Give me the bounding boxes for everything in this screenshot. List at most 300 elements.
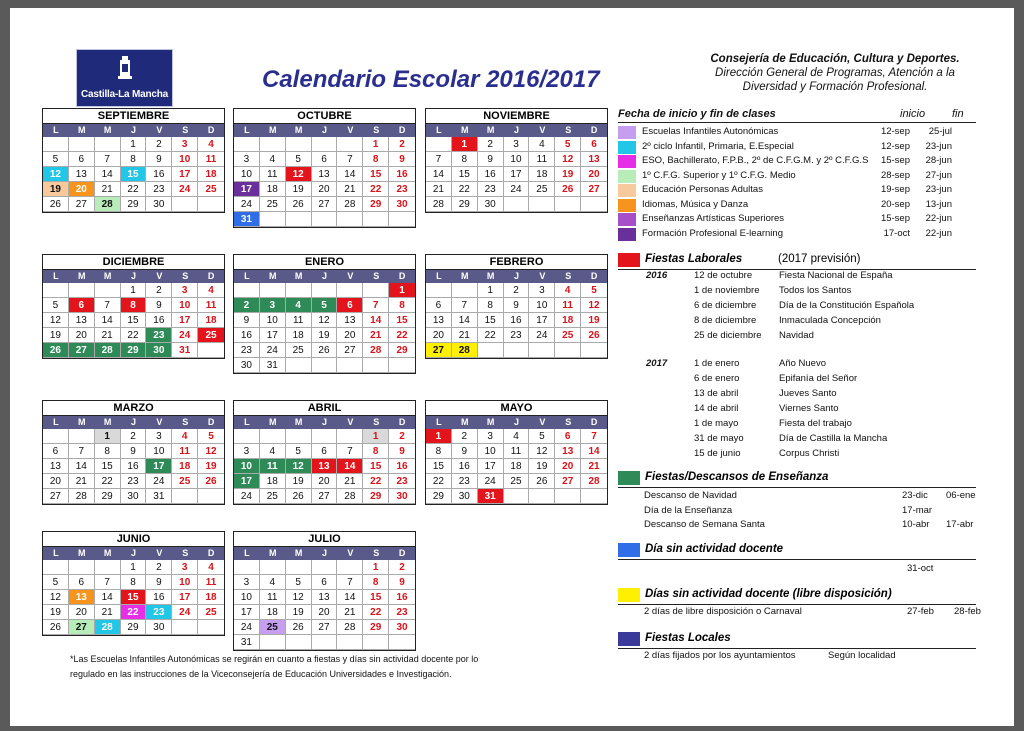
year-2016-label: 2016 [646, 270, 668, 281]
holiday-name: Viernes Santo [779, 403, 839, 414]
day-grid [43, 283, 224, 358]
day-cell: 21 [69, 474, 95, 489]
day-cell: 25 [198, 328, 224, 343]
day-cell: 26 [198, 474, 224, 489]
day-cell: 18 [260, 474, 286, 489]
weekday-label: V [156, 548, 163, 558]
empty-cell [260, 283, 286, 298]
day-cell: 4 [198, 560, 224, 575]
class-color-swatch [618, 228, 636, 241]
labor-holidays-section [618, 252, 976, 270]
empty-cell [286, 635, 312, 650]
class-color-swatch [618, 141, 636, 154]
day-cell: 26 [43, 343, 69, 358]
day-cell: 10 [504, 152, 530, 167]
empty-cell [286, 358, 312, 373]
weekday-header [234, 124, 415, 137]
class-color-swatch [618, 184, 636, 197]
day-cell: 3 [172, 137, 198, 152]
month-febrero [425, 254, 608, 359]
class-label: Educación Personas Adultas [642, 184, 763, 195]
day-cell: 18 [260, 605, 286, 620]
dept-line-3: Diversidad y Formación Profesional. [742, 81, 928, 93]
day-cell: 20 [43, 474, 69, 489]
break-label: Día de la Enseñanza [644, 504, 733, 516]
day-cell: 30 [389, 620, 415, 635]
month-name: DICIEMBRE [43, 255, 224, 270]
day-cell: 30 [146, 197, 172, 212]
day-cell: 31 [234, 212, 260, 227]
weekday-label: V [347, 417, 354, 427]
day-cell: 22 [121, 182, 147, 197]
day-cell: 8 [426, 444, 452, 459]
day-cell: 3 [529, 283, 555, 298]
day-cell: 23 [478, 182, 504, 197]
day-cell: 15 [121, 590, 147, 605]
day-cell: 26 [286, 620, 312, 635]
day-cell: 25 [172, 474, 198, 489]
day-cell: 1 [478, 283, 504, 298]
day-cell: 3 [504, 137, 530, 152]
day-cell: 6 [312, 575, 338, 590]
day-cell: 19 [286, 474, 312, 489]
day-cell: 18 [286, 328, 312, 343]
day-cell: 16 [452, 459, 478, 474]
weekday-label: V [347, 125, 354, 135]
day-cell: 16 [121, 459, 147, 474]
day-cell: 29 [389, 343, 415, 358]
day-cell: 22 [121, 605, 147, 620]
day-cell: 24 [234, 197, 260, 212]
empty-cell [529, 343, 555, 358]
day-cell: 13 [312, 167, 338, 182]
day-cell: 23 [504, 328, 530, 343]
day-grid [426, 429, 607, 504]
local-holidays-heading: Fiestas Locales [645, 632, 731, 644]
weekday-label: S [182, 417, 189, 427]
weekday-label: V [347, 548, 354, 558]
month-diciembre [42, 254, 225, 359]
day-cell: 7 [95, 152, 121, 167]
day-cell: 29 [363, 620, 389, 635]
weekday-label: S [182, 548, 189, 558]
empty-cell [286, 212, 312, 227]
day-cell: 23 [146, 605, 172, 620]
day-cell: 24 [260, 343, 286, 358]
day-cell: 5 [286, 575, 312, 590]
day-cell: 15 [363, 459, 389, 474]
weekday-label: M [78, 417, 86, 427]
day-cell: 2 [234, 298, 260, 313]
day-cell: 30 [389, 489, 415, 504]
day-cell: 28 [95, 343, 121, 358]
day-cell: 6 [312, 444, 338, 459]
day-cell: 26 [312, 343, 338, 358]
local-holidays-section [618, 631, 976, 649]
local-holidays-value: Según localidad [828, 650, 896, 661]
class-label: 1º C.F.G. Superior y 1º C.F.G. Medio [642, 169, 796, 181]
day-cell: 23 [389, 605, 415, 620]
day-cell: 4 [504, 429, 530, 444]
weekday-label: J [513, 417, 519, 427]
day-cell: 29 [426, 489, 452, 504]
day-cell: 5 [286, 444, 312, 459]
day-cell: 27 [426, 343, 452, 358]
day-cell: 11 [529, 152, 555, 167]
day-cell: 22 [363, 605, 389, 620]
month-name: OCTUBRE [234, 109, 415, 124]
day-cell: 13 [312, 459, 338, 474]
day-cell: 5 [43, 298, 69, 313]
class-start: 12-sep [880, 126, 910, 137]
empty-cell [389, 212, 415, 227]
day-cell: 17 [478, 459, 504, 474]
day-cell: 27 [69, 343, 95, 358]
day-cell: 26 [286, 489, 312, 504]
day-cell: 5 [312, 298, 338, 313]
day-cell: 28 [337, 197, 363, 212]
day-cell: 28 [426, 197, 452, 212]
month-name: FEBRERO [426, 255, 607, 270]
department-block [700, 52, 970, 94]
weekday-label: L [53, 125, 59, 135]
class-end: 25-jul [928, 126, 952, 137]
day-cell: 23 [389, 182, 415, 197]
empty-cell [260, 137, 286, 152]
weekday-label: M [294, 125, 303, 135]
day-cell: 19 [43, 605, 69, 620]
footnote-line-1: *Las Escuelas Infantiles Autonómicas se regirán en cuanto a fiestas y días sin actividad docente por lo [70, 654, 479, 664]
holiday-name: Año Nuevo [779, 358, 827, 369]
weekday-label: D [398, 271, 406, 281]
month-junio [42, 531, 225, 636]
weekday-label: D [207, 271, 215, 281]
weekday-header [43, 270, 224, 283]
day-cell: 24 [172, 605, 198, 620]
day-cell: 21 [452, 328, 478, 343]
day-cell: 4 [172, 429, 198, 444]
day-cell: 22 [95, 474, 121, 489]
day-cell: 2 [146, 283, 172, 298]
month-julio [233, 531, 416, 651]
day-cell: 16 [146, 313, 172, 328]
day-cell: 12 [43, 167, 69, 182]
free-disposal-swatch [618, 588, 640, 602]
day-cell: 26 [529, 474, 555, 489]
day-cell: 20 [69, 182, 95, 197]
day-cell: 27 [69, 620, 95, 635]
day-cell: 16 [504, 313, 530, 328]
day-cell: 13 [581, 152, 607, 167]
day-grid [426, 137, 607, 212]
day-cell: 7 [337, 152, 363, 167]
day-cell: 11 [198, 152, 224, 167]
weekday-label: M [486, 271, 495, 281]
weekday-label: J [130, 548, 136, 558]
day-cell: 5 [555, 137, 581, 152]
empty-cell [312, 283, 338, 298]
empty-cell [478, 343, 504, 358]
weekday-label: D [398, 548, 406, 558]
holiday-date: 13 de abril [694, 388, 739, 399]
day-cell: 9 [146, 575, 172, 590]
day-cell: 9 [452, 444, 478, 459]
weekday-label: M [78, 271, 86, 281]
weekday-header [234, 416, 415, 429]
day-cell: 20 [312, 182, 338, 197]
day-cell: 17 [234, 182, 260, 197]
class-label: Enseñanzas Artísticas Superiores [642, 213, 785, 224]
day-cell: 2 [146, 560, 172, 575]
day-cell: 21 [337, 182, 363, 197]
class-label: 2º ciclo Infantil, Primaria, E.Especial [642, 140, 794, 152]
day-cell: 16 [389, 459, 415, 474]
day-cell: 31 [478, 489, 504, 504]
weekday-label: M [269, 125, 277, 135]
weekday-label: J [130, 417, 136, 427]
day-cell: 20 [312, 474, 338, 489]
empty-cell [504, 489, 530, 504]
day-cell: 22 [389, 328, 415, 343]
day-cell: 20 [337, 328, 363, 343]
weekday-label: J [513, 271, 519, 281]
empty-cell [337, 283, 363, 298]
day-cell: 17 [234, 474, 260, 489]
day-cell: 16 [146, 590, 172, 605]
logo-text: Castilla-La Mancha [81, 89, 168, 100]
day-cell: 21 [95, 605, 121, 620]
day-cell: 3 [146, 429, 172, 444]
weekday-label: V [539, 271, 546, 281]
empty-cell [504, 197, 530, 212]
day-cell: 4 [260, 444, 286, 459]
day-cell: 8 [363, 152, 389, 167]
dept-line-1: Consejería de Educación, Cultura y Deportes. [710, 53, 960, 65]
day-cell: 6 [43, 444, 69, 459]
class-end: 22-jun [925, 213, 952, 224]
holiday-name: Navidad [779, 330, 814, 341]
day-cell: 27 [312, 489, 338, 504]
class-end: 13-jun [925, 198, 952, 210]
day-cell: 12 [555, 152, 581, 167]
day-cell: 19 [43, 182, 69, 197]
day-cell: 18 [504, 459, 530, 474]
day-cell: 9 [389, 152, 415, 167]
weekday-label: S [182, 125, 189, 135]
empty-cell [286, 283, 312, 298]
day-cell: 31 [146, 489, 172, 504]
local-holidays-swatch [618, 632, 640, 646]
empty-cell [452, 283, 478, 298]
empty-cell [555, 197, 581, 212]
day-cell: 10 [172, 152, 198, 167]
day-cell: 28 [452, 343, 478, 358]
day-cell: 6 [426, 298, 452, 313]
empty-cell [198, 343, 224, 358]
holiday-name: Inmaculada Concepción [779, 315, 881, 326]
day-cell: 30 [452, 489, 478, 504]
day-cell: 8 [389, 298, 415, 313]
day-cell: 27 [312, 620, 338, 635]
day-cell: 7 [69, 444, 95, 459]
weekday-label: L [436, 271, 442, 281]
holiday-date: 6 de enero [694, 373, 740, 384]
day-cell: 8 [95, 444, 121, 459]
footnote [70, 652, 500, 682]
weekday-header [43, 124, 224, 137]
day-cell: 13 [43, 459, 69, 474]
class-schedule-row [618, 227, 952, 241]
day-cell: 3 [234, 575, 260, 590]
day-cell: 15 [121, 313, 147, 328]
empty-cell [172, 620, 198, 635]
day-cell: 30 [389, 197, 415, 212]
day-cell: 14 [426, 167, 452, 182]
weekday-label: S [373, 125, 380, 135]
break-start: 23-dic [902, 490, 928, 501]
weekday-label: D [207, 548, 215, 558]
day-cell: 18 [260, 182, 286, 197]
weekday-label: L [244, 548, 250, 558]
empty-cell [234, 137, 260, 152]
empty-cell [286, 429, 312, 444]
day-cell: 16 [146, 167, 172, 182]
weekday-label: M [103, 417, 112, 427]
day-cell: 6 [581, 137, 607, 152]
weekday-header [43, 416, 224, 429]
day-cell: 21 [581, 459, 607, 474]
empty-cell [581, 489, 607, 504]
class-schedule-row [618, 183, 952, 197]
empty-cell [69, 560, 95, 575]
free-disposal-start: 27-feb [907, 606, 934, 617]
empty-cell [363, 635, 389, 650]
day-cell: 30 [121, 489, 147, 504]
day-cell: 29 [363, 489, 389, 504]
day-cell: 17 [172, 167, 198, 182]
day-cell: 14 [581, 444, 607, 459]
holiday-date: 12 de octubre [694, 270, 753, 281]
month-marzo [42, 400, 225, 505]
day-cell: 5 [286, 152, 312, 167]
day-cell: 5 [43, 152, 69, 167]
day-cell: 12 [312, 313, 338, 328]
empty-cell [286, 560, 312, 575]
class-end: 27-jun [925, 169, 952, 181]
day-cell: 16 [234, 328, 260, 343]
empty-cell [95, 560, 121, 575]
empty-cell [198, 620, 224, 635]
weekday-label: J [321, 417, 327, 427]
day-cell: 1 [452, 137, 478, 152]
day-cell: 31 [260, 358, 286, 373]
empty-cell [337, 635, 363, 650]
day-grid [43, 429, 224, 504]
day-cell: 9 [389, 575, 415, 590]
day-cell: 28 [69, 489, 95, 504]
day-cell: 14 [337, 167, 363, 182]
empty-cell [69, 283, 95, 298]
weekday-header [234, 270, 415, 283]
day-cell: 9 [389, 444, 415, 459]
holiday-name: Jueves Santo [779, 388, 837, 399]
empty-cell [43, 429, 69, 444]
weekday-label: L [244, 125, 250, 135]
weekday-label: S [565, 271, 572, 281]
day-cell: 9 [234, 313, 260, 328]
weekday-label: M [294, 417, 303, 427]
class-start: 12-sep [880, 140, 910, 152]
weekday-label: D [590, 271, 598, 281]
day-cell: 31 [234, 635, 260, 650]
day-cell: 27 [312, 197, 338, 212]
day-cell: 14 [452, 313, 478, 328]
day-cell: 19 [43, 328, 69, 343]
day-cell: 15 [363, 167, 389, 182]
weekday-label: M [486, 417, 495, 427]
weekday-label: D [398, 125, 406, 135]
no-activity-heading: Día sin actividad docente [645, 543, 784, 555]
day-cell: 19 [581, 313, 607, 328]
day-cell: 7 [581, 429, 607, 444]
month-name: SEPTIEMBRE [43, 109, 224, 124]
month-name: MARZO [43, 401, 224, 416]
weekday-label: S [373, 271, 380, 281]
classes-end-header: fin [952, 108, 964, 120]
day-cell: 4 [260, 152, 286, 167]
weekday-label: J [321, 548, 327, 558]
day-cell: 2 [121, 429, 147, 444]
day-cell: 10 [172, 298, 198, 313]
day-cell: 30 [146, 343, 172, 358]
weekday-label: J [130, 125, 136, 135]
holiday-date: 1 de enero [694, 358, 740, 369]
empty-cell [95, 283, 121, 298]
day-cell: 24 [172, 182, 198, 197]
class-schedule-row [618, 198, 952, 212]
empty-cell [389, 635, 415, 650]
day-cell: 1 [363, 429, 389, 444]
day-cell: 7 [337, 444, 363, 459]
day-cell: 6 [69, 298, 95, 313]
empty-cell [363, 358, 389, 373]
break-start: 17-mar [902, 504, 933, 516]
class-schedule-row [618, 125, 952, 139]
day-cell: 31 [172, 343, 198, 358]
break-end: 17-abr [946, 519, 974, 530]
day-cell: 10 [529, 298, 555, 313]
weekday-label: S [373, 417, 380, 427]
day-cell: 12 [43, 590, 69, 605]
day-cell: 4 [260, 575, 286, 590]
day-grid [43, 560, 224, 635]
day-cell: 12 [286, 167, 312, 182]
weekday-label: M [78, 548, 86, 558]
day-cell: 19 [312, 328, 338, 343]
day-cell: 23 [121, 474, 147, 489]
day-cell: 17 [234, 605, 260, 620]
day-cell: 23 [146, 328, 172, 343]
empty-cell [234, 283, 260, 298]
empty-cell [172, 489, 198, 504]
day-cell: 20 [426, 328, 452, 343]
day-cell: 26 [555, 182, 581, 197]
empty-cell [312, 635, 338, 650]
class-schedule-row [618, 169, 952, 183]
weekday-label: M [103, 548, 112, 558]
day-cell: 28 [337, 489, 363, 504]
day-cell: 5 [529, 429, 555, 444]
